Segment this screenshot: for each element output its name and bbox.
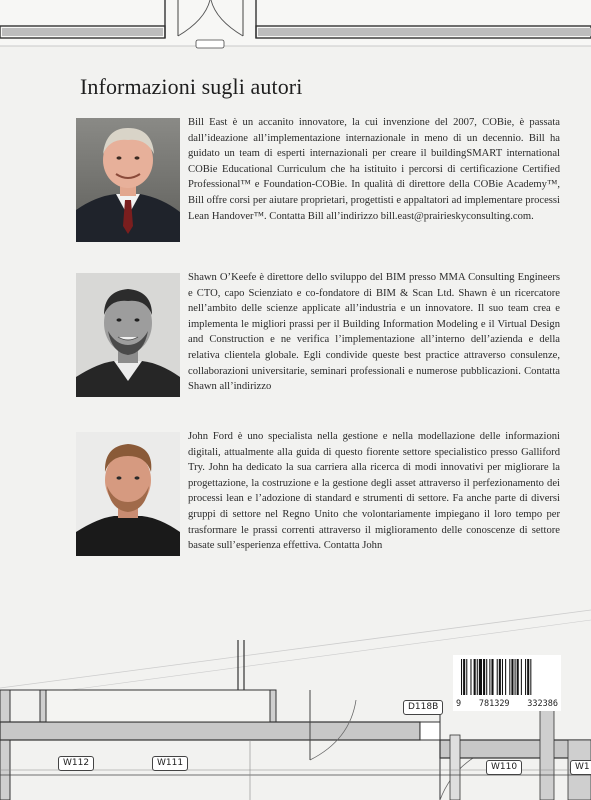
barcode-bar <box>489 659 490 695</box>
barcode-number <box>453 699 561 709</box>
barcode-bar <box>517 659 519 695</box>
author-bio: John Ford è uno specialista nella gestione e nella modellazione delle informazioni digitali, attualmente alla guida di questo fiorente settore specialistico presso Galliford Try. John ha dedicato la sua carriera alla ricerca di modi innovativi per migliorare la progettazione, la costruzione e la gestione degli asset attraverso il perfezionamento dei processi lean e l’adozione di standard e strumenti di settore. Fa anche parte di diversi gruppi di settore nel Regno Unito che volontariamente impiegano il loro tempo per trasformare le prassi correnti attraverso il miglioramento delle conoscenze di settore basate sull’esperienza effettiva. Contatta John <box>188 431 560 552</box>
portrait-photo-icon <box>76 118 180 242</box>
barcode-bar <box>470 659 471 695</box>
barcode-bar <box>505 659 506 695</box>
portrait-photo-icon <box>76 273 180 397</box>
barcode-bars <box>453 655 561 697</box>
barcode-bar <box>497 659 498 695</box>
barcode-bar <box>477 659 478 695</box>
barcode-bar <box>521 659 522 695</box>
room-tag: D118B <box>403 700 443 715</box>
barcode-bar <box>525 659 526 695</box>
barcode-bar <box>466 659 467 695</box>
barcode-bar <box>474 659 476 695</box>
barcode-bar <box>479 659 482 695</box>
barcode-bar <box>515 659 516 695</box>
barcode-bar <box>483 659 485 695</box>
author-bio: Bill East è un accanito innovatore, la cui invenzione del 2007, COBie, è passata dall’ideazione all’implementazione internazionale in meno di un decennio. Bill ha guidato un team di esperti internazionali per creare il buildingSMART international COBie Educational Curriculum che ha istituito i percorsi di certificazione Certified Professional™ e Foundation-COBie. In qualità di direttore della COBie Academy™, Bill offre corsi per aiutare proprietari, progettisti e appaltatori ad implementare processi Lean Handover™. Contatta Bill all’indirizzo bill.east@prairieskyconsulting.com. <box>188 117 560 222</box>
barcode-bar <box>461 659 462 695</box>
room-tag: W110 <box>486 760 522 775</box>
portrait-photo-icon <box>76 432 180 556</box>
barcode-bar <box>502 659 503 695</box>
barcode-bar <box>527 659 529 695</box>
barcode-bar <box>486 659 487 695</box>
barcode-bar <box>463 659 465 695</box>
room-tag: W111 <box>152 756 188 771</box>
isbn-barcode <box>453 655 561 711</box>
page-title: Informazioni sugli autori <box>80 74 303 99</box>
barcode-group-1: 781329 <box>478 699 510 709</box>
author-bio: Shawn O’Keefe è direttore dello sviluppo del BIM presso MMA Consulting Engineers e CTO, capo Scienziato e co-fondatore di BIM & Scan Ltd. Shawn è un ricercatore nell’ambito delle scienze applicate all’industria e un innovatore. Il suo team crea e implementa le migliori prassi per il Building Information Modeling e il Virtual Design and Construction e ne verifica l’implementazione all’interno dell’azienda e della relativa clientela globale. Egli condivide queste best practice attraverso consulenze, collaborazioni universitarie, seminari professionali e numerose pubblicazioni. Contatta Shawn all’indirizzo <box>188 272 560 393</box>
room-tag: W1 <box>570 760 591 775</box>
barcode-bar <box>509 659 510 695</box>
barcode-bar <box>530 659 531 695</box>
barcode-bar <box>491 659 493 695</box>
barcode-group-2: 332386 <box>527 699 558 709</box>
room-tag: W112 <box>58 756 94 771</box>
barcode-prefix: 9 <box>456 699 462 709</box>
barcode-bar <box>499 659 501 695</box>
barcode-bar <box>511 659 513 695</box>
